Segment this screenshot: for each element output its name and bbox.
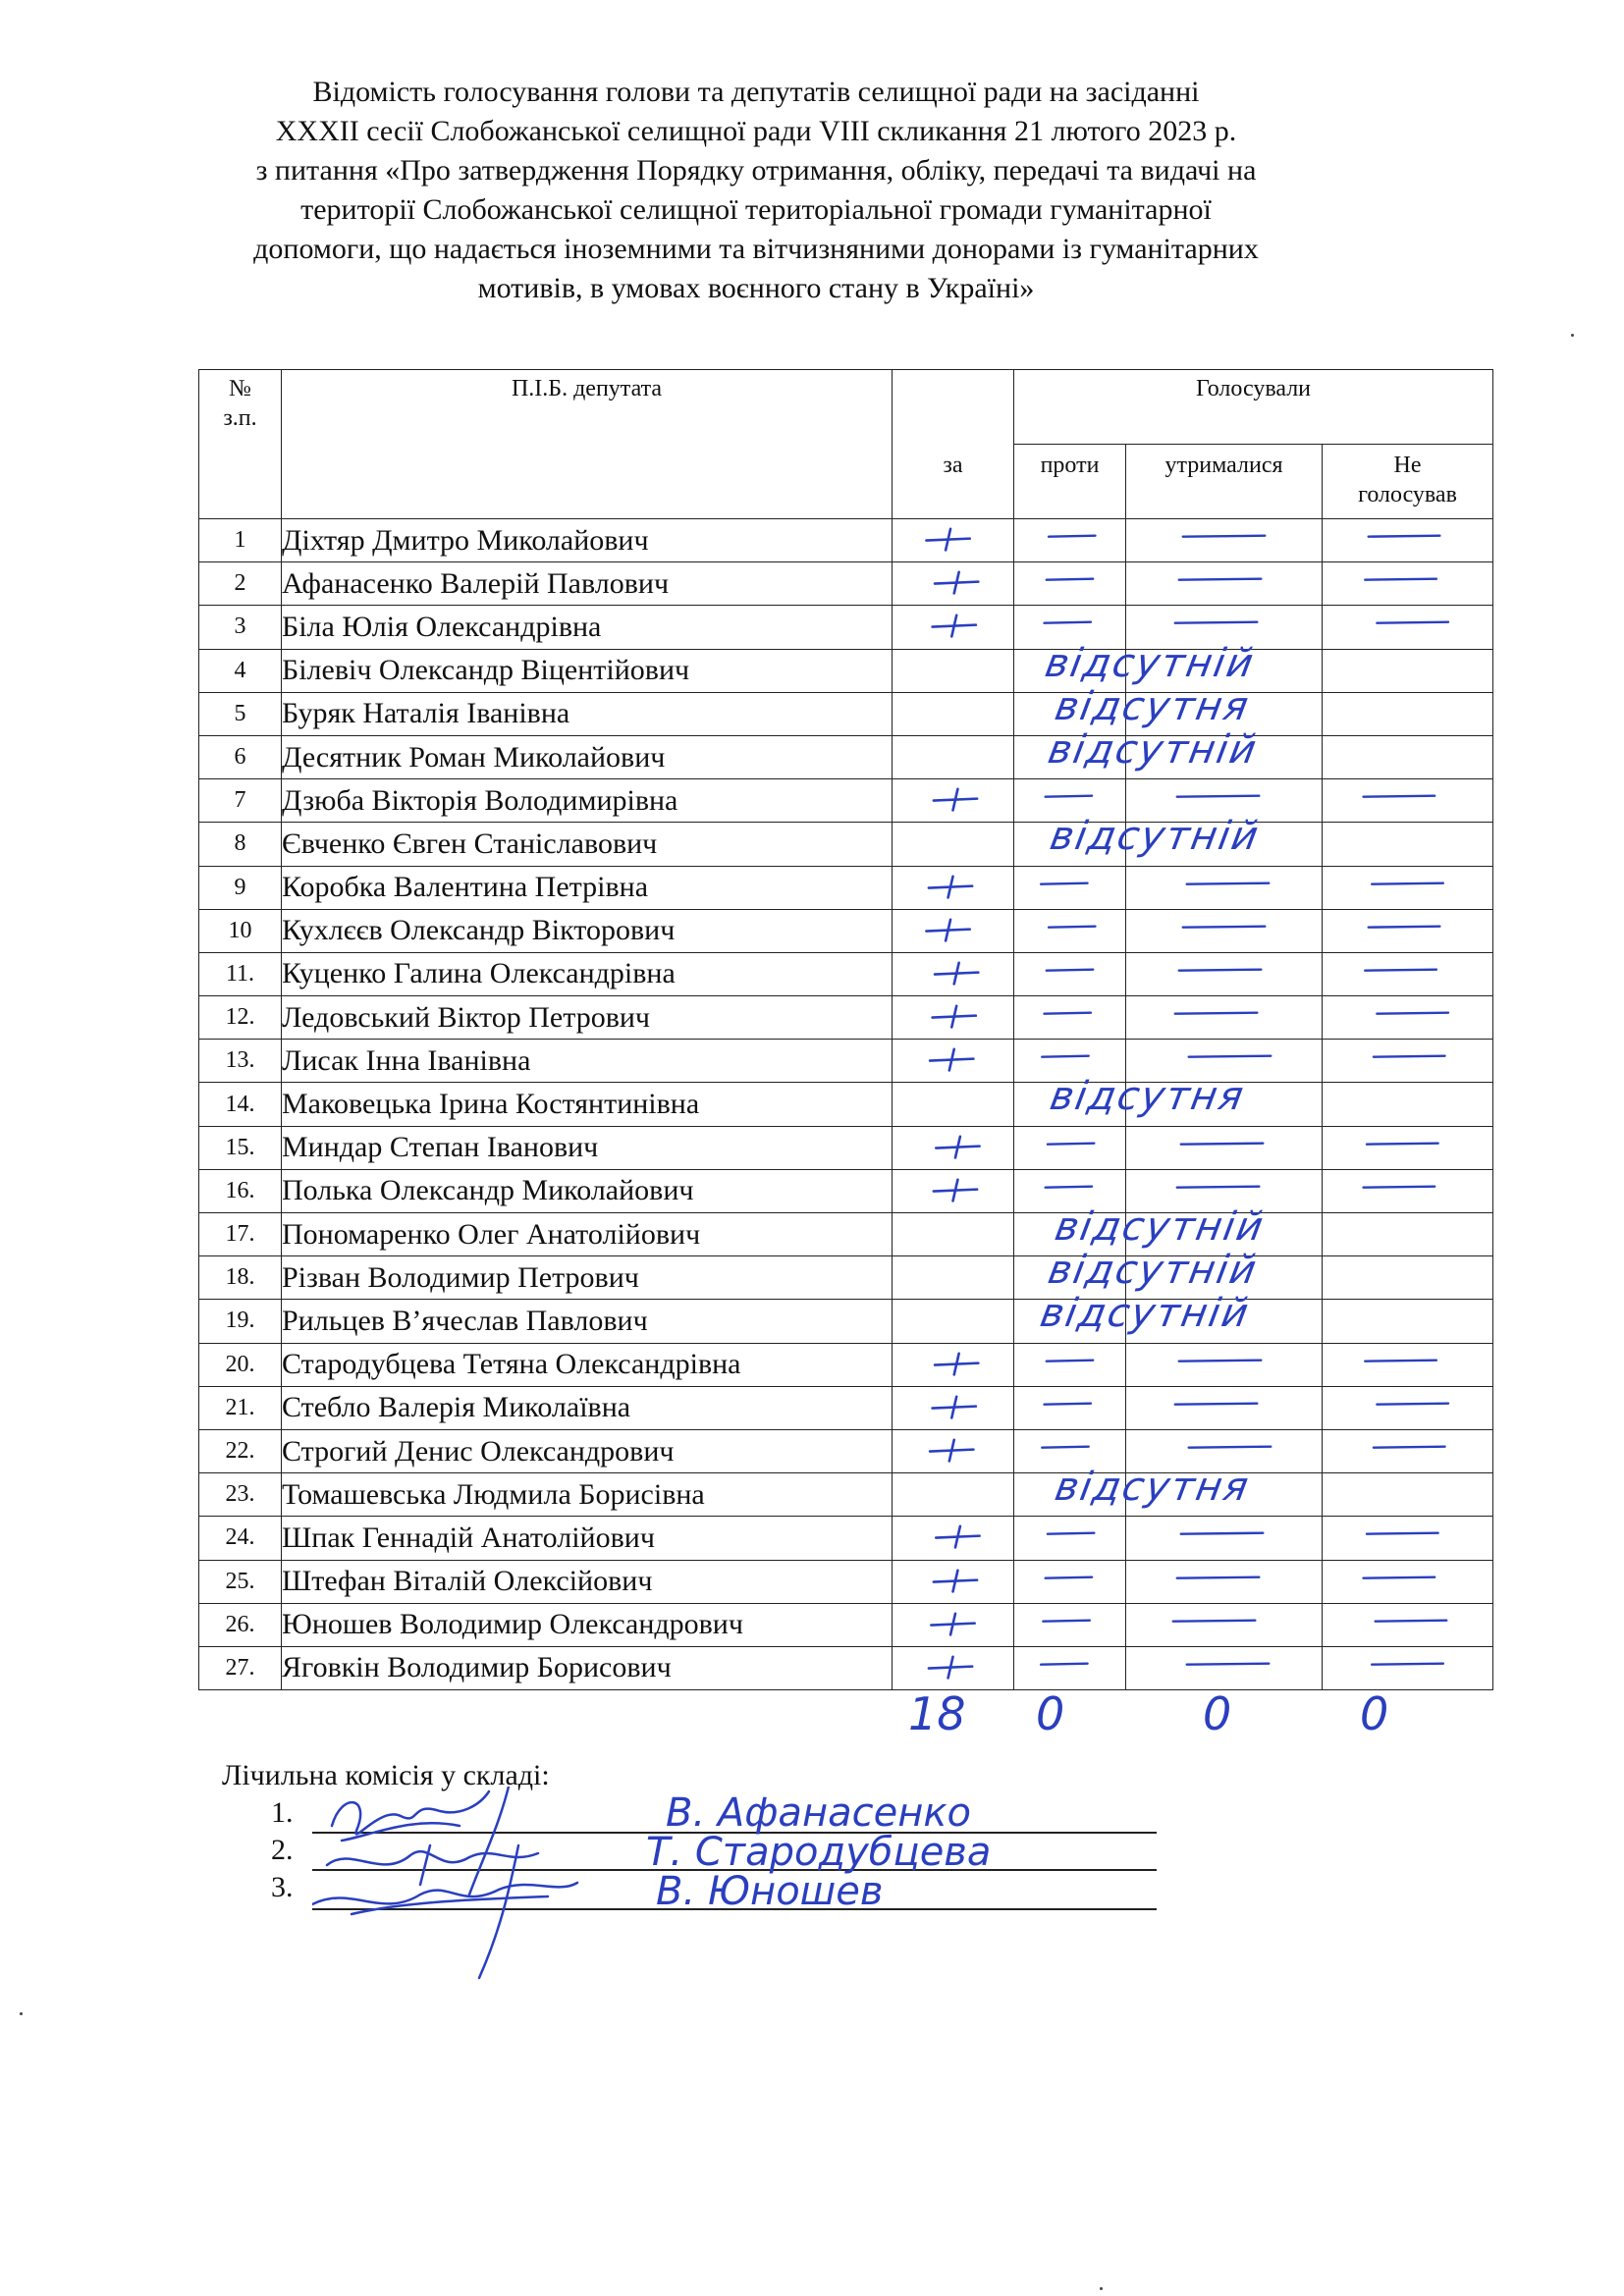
dash-mark-icon — [1014, 910, 1125, 952]
table-row — [199, 952, 1493, 995]
vote-for-cell — [893, 1040, 1014, 1083]
dash-mark-icon — [1323, 562, 1492, 605]
vote-for-cell — [893, 1343, 1014, 1386]
scan-speck — [1100, 2287, 1103, 2290]
table-row — [199, 996, 1493, 1040]
plus-mark-icon — [893, 1430, 1013, 1472]
deputy-name: Десятник Роман Миколайович — [282, 735, 893, 778]
vote-not-voted-cell — [1323, 1040, 1493, 1083]
header-for-label: за — [943, 452, 963, 478]
vote-for-cell — [893, 823, 1014, 866]
vote-not-voted-cell — [1323, 562, 1493, 606]
absent-annotation: відсутній — [1044, 727, 1262, 773]
table-row — [199, 1473, 1493, 1517]
vote-not-voted-cell — [1323, 649, 1493, 692]
vote-not-voted-cell — [1323, 1126, 1493, 1169]
vote-against-cell — [1014, 562, 1126, 606]
row-number: 8 — [199, 823, 282, 866]
table-row — [199, 866, 1493, 909]
handwritten-signature-1 — [332, 1787, 509, 1895]
dash-mark-icon — [1323, 867, 1492, 909]
vote-for-cell — [893, 866, 1014, 909]
deputy-name: Томашевська Людмила Борисівна — [282, 1473, 893, 1517]
header-number — [199, 370, 282, 519]
deputy-name: Пономаренко Олег Анатолійович — [282, 1213, 893, 1256]
absent-annotation: відсутній — [1046, 814, 1264, 859]
plus-mark-icon — [893, 1040, 1013, 1082]
table-row — [199, 1083, 1493, 1126]
vote-not-voted-cell — [1323, 823, 1493, 866]
row-number: 12. — [199, 996, 282, 1040]
dash-mark-icon — [1126, 953, 1322, 995]
title-line: допомоги, що надається іноземними та вітчизняними донорами із гуманітарних — [253, 233, 1259, 265]
vote-not-voted-cell — [1323, 909, 1493, 952]
vote-not-voted-cell — [1323, 606, 1493, 649]
deputy-name: Білевіч Олександр Віцентійович — [282, 649, 893, 692]
vote-for-cell — [893, 1560, 1014, 1603]
vote-for-cell — [893, 1517, 1014, 1560]
plus-mark-icon — [893, 779, 1013, 822]
row-number: 1 — [199, 519, 282, 562]
dash-mark-icon — [1014, 1604, 1125, 1646]
deputy-name: Кухлєєв Олександр Вікторович — [282, 909, 893, 952]
title-line: мотивів, в умовах воєнного стану в Україні» — [477, 272, 1035, 304]
absent-annotation: відсутня — [1046, 1074, 1249, 1119]
table-row — [199, 1603, 1493, 1646]
table-row — [199, 562, 1493, 606]
total-abstain: 0 — [1203, 1687, 1232, 1740]
vote-for-cell — [893, 952, 1014, 995]
row-number: 18. — [199, 1256, 282, 1300]
row-number: 9 — [199, 866, 282, 909]
table-row — [199, 735, 1493, 778]
table-row — [199, 649, 1493, 692]
table-row — [199, 1300, 1493, 1343]
plus-mark-icon — [893, 1517, 1013, 1559]
commission-signatures — [312, 1787, 1176, 1983]
table-row — [199, 1126, 1493, 1169]
table-row — [199, 823, 1493, 866]
header-not-voted — [1323, 445, 1493, 519]
row-number: 5 — [199, 692, 282, 735]
vote-for-cell — [893, 519, 1014, 562]
dash-mark-icon — [1014, 1517, 1125, 1559]
vote-not-voted-cell — [1323, 779, 1493, 823]
row-number: 26. — [199, 1603, 282, 1646]
plus-mark-icon — [893, 606, 1013, 648]
row-number: 19. — [199, 1300, 282, 1343]
vote-for-cell — [893, 735, 1014, 778]
deputy-name: Рильцев В’ячеслав Павлович — [282, 1300, 893, 1343]
deputy-name: Афанасенко Валерій Павлович — [282, 562, 893, 606]
vote-for-cell — [893, 1473, 1014, 1517]
vote-abstain-cell — [1126, 1126, 1323, 1169]
dash-mark-icon — [1126, 519, 1322, 561]
row-number: 24. — [199, 1517, 282, 1560]
plus-mark-icon — [893, 1170, 1013, 1212]
header-abstain — [1126, 445, 1323, 519]
vote-abstain-cell — [1126, 1603, 1323, 1646]
vote-against-cell — [1014, 866, 1126, 909]
voting-table — [198, 369, 1493, 1690]
dash-mark-icon — [1323, 779, 1492, 822]
commission-number: 3. — [271, 1871, 294, 1903]
vote-for-cell — [893, 1256, 1014, 1300]
vote-not-voted-cell — [1323, 1300, 1493, 1343]
plus-mark-icon — [893, 1387, 1013, 1429]
vote-not-voted-cell — [1323, 1213, 1493, 1256]
deputy-name: Миндар Степан Іванович — [282, 1126, 893, 1169]
plus-mark-icon — [893, 910, 1013, 952]
vote-not-voted-cell — [1323, 1517, 1493, 1560]
row-number: 4 — [199, 649, 282, 692]
table-row — [199, 1429, 1493, 1472]
deputy-name: Коробка Валентина Петрівна — [282, 866, 893, 909]
vote-not-voted-cell — [1323, 1560, 1493, 1603]
dash-mark-icon — [1126, 1387, 1322, 1429]
vote-not-voted-cell — [1323, 1256, 1493, 1300]
commission-label: Лічильна комісія у складі: — [222, 1759, 550, 1791]
table-row — [199, 1560, 1493, 1603]
commission-number: 1. — [271, 1796, 294, 1829]
plus-mark-icon — [893, 562, 1013, 605]
vote-not-voted-cell — [1323, 1603, 1493, 1646]
dash-mark-icon — [1014, 519, 1125, 561]
vote-abstain-cell — [1126, 1386, 1323, 1429]
handwritten-signature-3 — [312, 1845, 577, 1978]
absent-annotation: відсутній — [1041, 641, 1259, 686]
dash-mark-icon — [1126, 1127, 1322, 1169]
vote-against-cell — [1014, 1343, 1126, 1386]
dash-mark-icon — [1323, 910, 1492, 952]
vote-against-cell — [1014, 1386, 1126, 1429]
deputy-name: Куценко Галина Олександрівна — [282, 952, 893, 995]
title-line: території Слобожанської селищної територіальної громади гуманітарної — [300, 193, 1212, 226]
dash-mark-icon — [1323, 1170, 1492, 1212]
table-row — [199, 1343, 1493, 1386]
dash-mark-icon — [1126, 1344, 1322, 1386]
dash-mark-icon — [1014, 1344, 1125, 1386]
vote-against-cell — [1014, 519, 1126, 562]
row-number: 13. — [199, 1040, 282, 1083]
dash-mark-icon — [1323, 996, 1492, 1039]
header-name-label: П.І.Б. депутата — [511, 376, 663, 401]
commission-member-names — [646, 1790, 991, 1914]
absent-annotation: відсутня — [1051, 1465, 1254, 1510]
commission-member-3: В. Юношев — [656, 1869, 884, 1914]
commission-member-2: Т. Стародубцева — [646, 1830, 992, 1875]
row-number: 3 — [199, 606, 282, 649]
dash-mark-icon — [1014, 996, 1125, 1039]
vote-for-cell — [893, 779, 1014, 823]
vote-abstain-cell — [1126, 866, 1323, 909]
absent-annotation: відсутній — [1036, 1291, 1254, 1336]
total-for: 18 — [908, 1687, 966, 1740]
header-voted-label: Голосували — [1195, 376, 1312, 401]
vote-not-voted-cell — [1323, 692, 1493, 735]
dash-mark-icon — [1014, 1561, 1125, 1603]
row-number: 15. — [199, 1126, 282, 1169]
header-not-voted-label: Не голосував — [1358, 453, 1457, 507]
header-voted-group — [1014, 370, 1493, 445]
plus-mark-icon — [893, 867, 1013, 909]
deputy-name: Євченко Євген Станіславович — [282, 823, 893, 866]
deputy-name: Ледовський Віктор Петрович — [282, 996, 893, 1040]
total-against: 0 — [1036, 1687, 1065, 1740]
header-against-label: проти — [1040, 453, 1100, 478]
header-name — [282, 370, 893, 519]
header-abstain-label: утрималися — [1164, 453, 1283, 478]
dash-mark-icon — [1323, 519, 1492, 561]
row-number: 6 — [199, 735, 282, 778]
dash-mark-icon — [1014, 1127, 1125, 1169]
deputy-name: Різван Володимир Петрович — [282, 1256, 893, 1300]
absent-annotation: відсутня — [1051, 684, 1254, 729]
voting-table-body — [199, 519, 1493, 1690]
dash-mark-icon — [1323, 1344, 1492, 1386]
header-empty — [893, 370, 1014, 445]
plus-mark-icon — [893, 1127, 1013, 1169]
vote-not-voted-cell — [1323, 1429, 1493, 1472]
table-row — [199, 1040, 1493, 1083]
dash-mark-icon — [1323, 1127, 1492, 1169]
plus-mark-icon — [893, 1344, 1013, 1386]
vote-not-voted-cell — [1323, 1473, 1493, 1517]
row-number: 27. — [199, 1646, 282, 1689]
deputy-name: Штефан Віталій Олексійович — [282, 1560, 893, 1603]
commission-number: 2. — [271, 1834, 294, 1866]
row-number: 25. — [199, 1560, 282, 1603]
deputy-name: Маковецька Ірина Костянтинівна — [282, 1083, 893, 1126]
vote-against-cell — [1014, 1603, 1126, 1646]
vote-not-voted-cell — [1323, 996, 1493, 1040]
dash-mark-icon — [1323, 1040, 1492, 1082]
plus-mark-icon — [893, 1604, 1013, 1646]
row-number: 2 — [199, 562, 282, 606]
dash-mark-icon — [1126, 1517, 1322, 1559]
plus-mark-icon — [893, 996, 1013, 1039]
vote-not-voted-cell — [1323, 735, 1493, 778]
plus-mark-icon — [893, 953, 1013, 995]
table-row — [199, 519, 1493, 562]
vote-for-cell — [893, 649, 1014, 692]
scan-speck — [20, 2012, 23, 2015]
dash-mark-icon — [1323, 1561, 1492, 1603]
vote-for-cell — [893, 996, 1014, 1040]
vote-for-cell — [893, 1126, 1014, 1169]
vote-for-cell — [893, 692, 1014, 735]
vote-not-voted-cell — [1323, 1343, 1493, 1386]
row-number: 10 — [199, 909, 282, 952]
deputy-name: Стародубцева Тетяна Олександрівна — [282, 1343, 893, 1386]
handwritten-signature-2 — [327, 1845, 538, 1885]
dash-mark-icon — [1126, 910, 1322, 952]
dash-mark-icon — [1126, 1604, 1322, 1646]
dash-mark-icon — [1323, 1604, 1492, 1646]
vote-for-cell — [893, 1083, 1014, 1126]
absent-annotation: відсутній — [1044, 1248, 1262, 1293]
dash-mark-icon — [1014, 1387, 1125, 1429]
vote-abstain-cell — [1126, 1560, 1323, 1603]
plus-mark-icon — [893, 1561, 1013, 1603]
table-row — [199, 1386, 1493, 1429]
document-title — [187, 73, 1326, 308]
header-against — [1014, 445, 1126, 519]
dash-mark-icon — [1126, 867, 1322, 909]
deputy-name: Строгий Денис Олександрович — [282, 1429, 893, 1472]
vote-against-cell — [1014, 1560, 1126, 1603]
vote-against-cell — [1014, 1517, 1126, 1560]
vote-totals — [889, 1679, 1517, 1747]
dash-mark-icon — [1014, 867, 1125, 909]
row-number: 16. — [199, 1169, 282, 1212]
vote-abstain-cell — [1126, 909, 1323, 952]
vote-for-cell — [893, 909, 1014, 952]
dash-mark-icon — [1323, 1517, 1492, 1559]
vote-for-cell — [893, 1603, 1014, 1646]
deputy-name: Лисак Інна Іванівна — [282, 1040, 893, 1083]
vote-abstain-cell — [1126, 952, 1323, 995]
row-number: 23. — [199, 1473, 282, 1517]
vote-for-cell — [893, 1213, 1014, 1256]
deputy-name: Буряк Наталія Іванівна — [282, 692, 893, 735]
row-number: 17. — [199, 1213, 282, 1256]
dash-mark-icon — [1014, 953, 1125, 995]
dash-mark-icon — [1323, 606, 1492, 648]
vote-for-cell — [893, 1169, 1014, 1212]
table-row — [199, 692, 1493, 735]
dash-mark-icon — [1014, 562, 1125, 605]
vote-for-cell — [893, 562, 1014, 606]
table-row — [199, 1517, 1493, 1560]
table-row — [199, 1169, 1493, 1212]
vote-not-voted-cell — [1323, 952, 1493, 995]
vote-abstain-cell — [1126, 562, 1323, 606]
dash-mark-icon — [1323, 1387, 1492, 1429]
vote-for-cell — [893, 1429, 1014, 1472]
vote-abstain-cell — [1126, 1343, 1323, 1386]
deputy-name: Полька Олександр Миколайович — [282, 1169, 893, 1212]
row-number: 11. — [199, 952, 282, 995]
dash-mark-icon — [1323, 1430, 1492, 1472]
vote-against-cell — [1014, 996, 1126, 1040]
dash-mark-icon — [1126, 996, 1322, 1039]
vote-against-cell — [1014, 1126, 1126, 1169]
vote-not-voted-cell — [1323, 1386, 1493, 1429]
vote-for-cell — [893, 606, 1014, 649]
plus-mark-icon — [893, 519, 1013, 561]
dash-mark-icon — [1323, 953, 1492, 995]
deputy-name: Стебло Валерія Миколаївна — [282, 1386, 893, 1429]
deputy-name: Юношев Володимир Олександрович — [282, 1603, 893, 1646]
commission-member-1: В. Афанасенко — [666, 1790, 971, 1836]
table-row — [199, 1256, 1493, 1300]
total-not-voted: 0 — [1360, 1687, 1389, 1740]
deputy-name: Діхтяр Дмитро Миколайович — [282, 519, 893, 562]
deputy-name: Яговкін Володимир Борисович — [282, 1646, 893, 1689]
row-number: 7 — [199, 779, 282, 823]
deputy-name: Біла Юлія Олександрівна — [282, 606, 893, 649]
table-row — [199, 606, 1493, 649]
table-row — [199, 779, 1493, 823]
table-row — [199, 909, 1493, 952]
row-number: 20. — [199, 1343, 282, 1386]
vote-abstain-cell — [1126, 519, 1323, 562]
header-number-label: № з.п. — [223, 376, 257, 431]
row-number: 22. — [199, 1429, 282, 1472]
table-row — [199, 1213, 1493, 1256]
vote-not-voted-cell — [1323, 519, 1493, 562]
vote-against-cell — [1014, 909, 1126, 952]
header-for — [893, 445, 1014, 519]
vote-abstain-cell — [1126, 996, 1323, 1040]
scan-speck — [1571, 334, 1574, 337]
vote-against-cell — [1014, 952, 1126, 995]
dash-mark-icon — [1126, 562, 1322, 605]
vote-not-voted-cell — [1323, 1169, 1493, 1212]
title-line: Відомість голосування голови та депутатів селищної ради на засіданні — [312, 76, 1200, 108]
deputy-name: Шпак Геннадій Анатолійович — [282, 1517, 893, 1560]
row-number: 14. — [199, 1083, 282, 1126]
vote-abstain-cell — [1126, 1517, 1323, 1560]
title-line: XXXII сесії Слобожанської селищної ради VIII скликання 21 лютого 2023 р. — [275, 115, 1237, 147]
vote-for-cell — [893, 1386, 1014, 1429]
dash-mark-icon — [1126, 1561, 1322, 1603]
deputy-name: Дзюба Вікторія Володимирівна — [282, 779, 893, 823]
absent-annotation: відсутній — [1051, 1204, 1269, 1250]
title-line: з питання «Про затвердження Порядку отримання, обліку, передачі та видачі на — [255, 154, 1257, 187]
row-number: 21. — [199, 1386, 282, 1429]
vote-not-voted-cell — [1323, 866, 1493, 909]
vote-for-cell — [893, 1300, 1014, 1343]
vote-not-voted-cell — [1323, 1083, 1493, 1126]
